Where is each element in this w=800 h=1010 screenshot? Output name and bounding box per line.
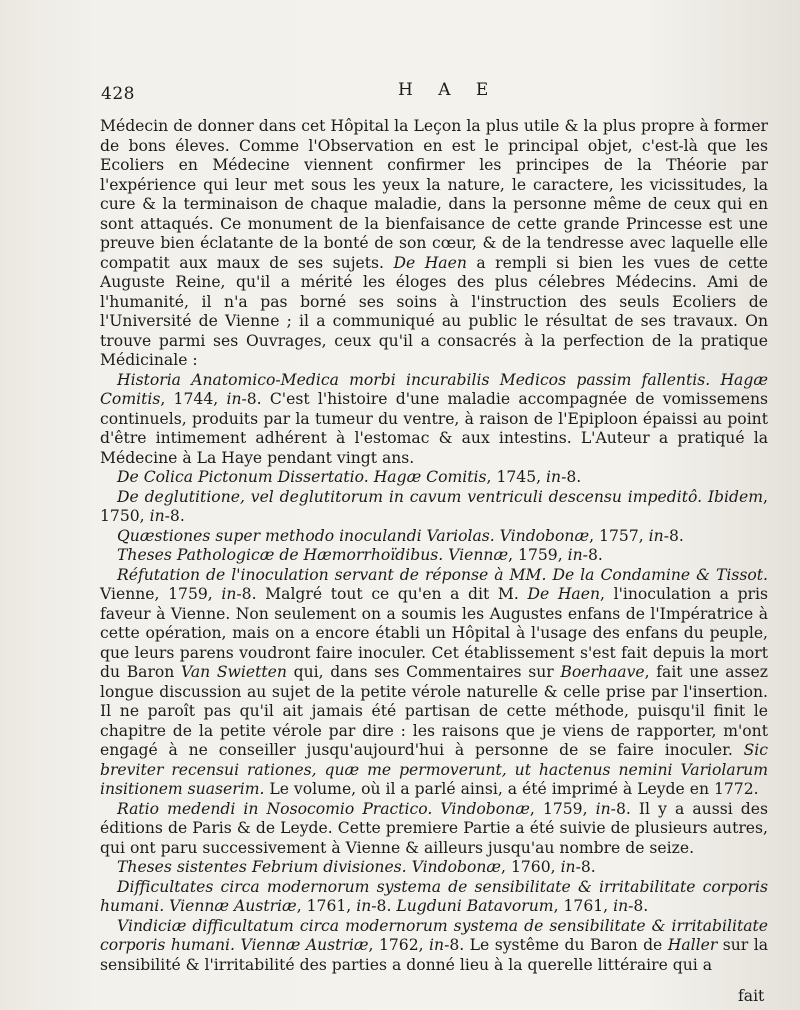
italic-text: in	[226, 390, 242, 408]
italic-text: in	[560, 858, 576, 876]
italic-text: Sic breviter recensui rationes, quæ me permoverunt, ut hactenus nemini Variolarum insitionem suaserim.	[100, 741, 768, 798]
text-run: -8. Il y a aussi des éditions de Paris & de Leyde. Cette premiere Partie a été suivie de plusieurs autres, qui ont paru successivement à Vienne & ailleurs jusqu'au nombre de seize.	[100, 799, 768, 857]
text-run: , fait une assez longue discussion au sujet de la petite vérole naturelle & celle prise par l'insertion. Il ne paroît pas qu'il ait jamais été partisan de cette méthode, puisqu'il finit le chapitre de la petite vérole par dire : les raisons que je viens de rapporter, m'ont engagé à ne conseiller jusqu'aujourd'hui à personne de se faire inoculer.	[100, 663, 768, 759]
text-run: -8.	[628, 897, 649, 915]
paragraph	[100, 117, 768, 371]
text-run: , 1762,	[368, 936, 430, 954]
text-run: Le volume, où il a parlé ainsi, a été imprimé à Leyde en 1772.	[264, 780, 759, 798]
italic-text: Lugduni Batavorum	[396, 897, 554, 915]
paragraph	[100, 800, 768, 859]
italic-text: Vindiciæ difficultatum circa modernorum systema de sensibilitate & irritabilitate corporis humani. Viennæ Austriæ	[100, 916, 768, 954]
text-run: -8. Malgré tout ce qu'en a dit M.	[236, 585, 528, 603]
text-run: , 1757,	[589, 526, 649, 545]
italic-text: De Haen	[393, 253, 467, 272]
paragraph	[100, 917, 768, 976]
italic-text: in	[546, 468, 562, 486]
italic-text: Boerhaave	[560, 663, 645, 681]
page-number: 428	[101, 84, 135, 104]
paragraph	[100, 468, 768, 488]
italic-text: Historia Anatomico-Medica morbi incurabilis Medicos passim fallentis. Hagæ Comitis	[100, 370, 768, 408]
text-run: , 1759,	[508, 546, 568, 564]
catchword: fait	[738, 987, 765, 1005]
text-run: , 1760,	[501, 858, 561, 876]
text-run: -8.	[575, 858, 596, 876]
text-run: , 1750,	[100, 487, 768, 525]
italic-text: in	[221, 585, 237, 603]
text-run: , l'inoculation a pris faveur à Vienne. Non seulement on a soumis les Augustes enfans de l'Impératrice à cette opération, mais on a encore établi un Hôpital à l'usage des enfans du peuple, que leurs parens voudront faire inoculer. Cet établissement s'est fait depuis la mort du Baron	[100, 585, 769, 681]
italic-text: Quæstiones super methodo inoculandi Variolas. Vindobonæ	[117, 526, 590, 545]
paragraph	[100, 566, 768, 800]
italic-text: De deglutitione, vel deglutitorum in cavum ventriculi descensu impeditô. Ibidem	[117, 487, 764, 506]
italic-text: De Colica Pictonum Dissertatio. Hagæ Comitis	[117, 468, 487, 486]
paragraph	[100, 527, 768, 547]
text-run: , 1744,	[160, 390, 227, 408]
body-text	[100, 117, 768, 975]
text-run: -8.	[582, 546, 603, 564]
paragraph	[100, 371, 768, 469]
text-run: Vienne, 1759,	[100, 585, 222, 603]
text-run: , 1745,	[486, 468, 547, 486]
italic-text: Theses Pathologicæ de Hæmorrhoïdibus. Viennæ	[117, 546, 509, 564]
text-run: -8.	[561, 468, 582, 486]
paragraph	[100, 546, 768, 566]
italic-text: Theses sistentes Febrium divisiones. Vindobonæ	[117, 858, 502, 876]
italic-text: Réfutation de l'inoculation servant de réponse à MM. De la Condamine & Tissot.	[117, 565, 768, 584]
paragraph	[100, 488, 768, 527]
italic-text: in	[648, 526, 664, 545]
italic-text: in	[613, 897, 629, 915]
italic-text: in	[595, 799, 611, 818]
italic-text: Haller	[667, 936, 718, 954]
italic-text: in	[356, 897, 372, 915]
italic-text: Van Swietten	[181, 663, 287, 681]
text-run: sur la sensibilité & l'irritabilité des parties a donné lieu à la querelle littéraire qui a	[100, 936, 768, 974]
italic-text: Difficultates circa modernorum systema de sensibilitate & irritabilitate corporis humani. Viennæ Austriæ	[100, 877, 768, 915]
paragraph	[100, 878, 768, 917]
text-run: , 1761,	[296, 897, 357, 915]
text-run: -8. Le systême du Baron de	[444, 936, 668, 954]
text-run: -8.	[164, 507, 185, 525]
text-run: , 1759,	[529, 799, 596, 818]
running-head: H A E	[398, 80, 499, 100]
text-run: -8.	[663, 526, 684, 545]
italic-text: Ratio medendi in Nosocomio Practico. Vindobonæ	[117, 799, 530, 818]
text-run: Médecin de donner dans cet Hôpital la Leçon la plus utile & la plus propre à former de bons éleves. Comme l'Observation en est le principal objet, c'est-là que les Ecoliers en Médecine viennent confirmer les principes de la Théorie par l'expérience qui leur met sous les yeux la nature, le caractere, les vicissitudes, la cure & la terminaison de chaque maladie, dans la personne même de ceux qui en sont attaqués. Ce monument de la bienfaisance de cette grande Princesse est une preuve bien éclatante de la bonté de son cœur, & de la tendresse avec laquelle elle compatit aux maux de ses sujets.	[100, 117, 768, 272]
italic-text: in	[149, 507, 165, 525]
text-run: , 1761,	[553, 897, 614, 915]
italic-text: in	[567, 546, 583, 564]
text-run: a rempli si bien les vues de cette Auguste Reine, qu'il a mérité les éloges des plus célebres Médecins. Ami de l'humanité, il n'a pas borné ses soins à l'instruction des seuls Ecoliers de l'Université de Vienne ; il a communiqué au public le résultat de ses travaux. On trouve parmi ses Ouvrages, ceux qu'il a consacrés à la perfection de la pratique Médicinale :	[100, 253, 768, 369]
italic-text: in	[429, 936, 445, 954]
italic-text: De Haen	[527, 585, 600, 603]
text-run: -8.	[371, 897, 397, 915]
text-run: qui, dans ses Commentaires sur	[286, 663, 561, 681]
paragraph	[100, 858, 768, 878]
text-run: -8. C'est l'histoire d'une maladie accompagnée de vomissemens continuels, produits par la tumeur du ventre, à raison de l'Epiploon épaissi au point d'être intimement adhérent à l'estomac & aux intestins. L'Auteur a pratiqué la Médecine à La Haye pendant vingt ans.	[100, 390, 769, 467]
